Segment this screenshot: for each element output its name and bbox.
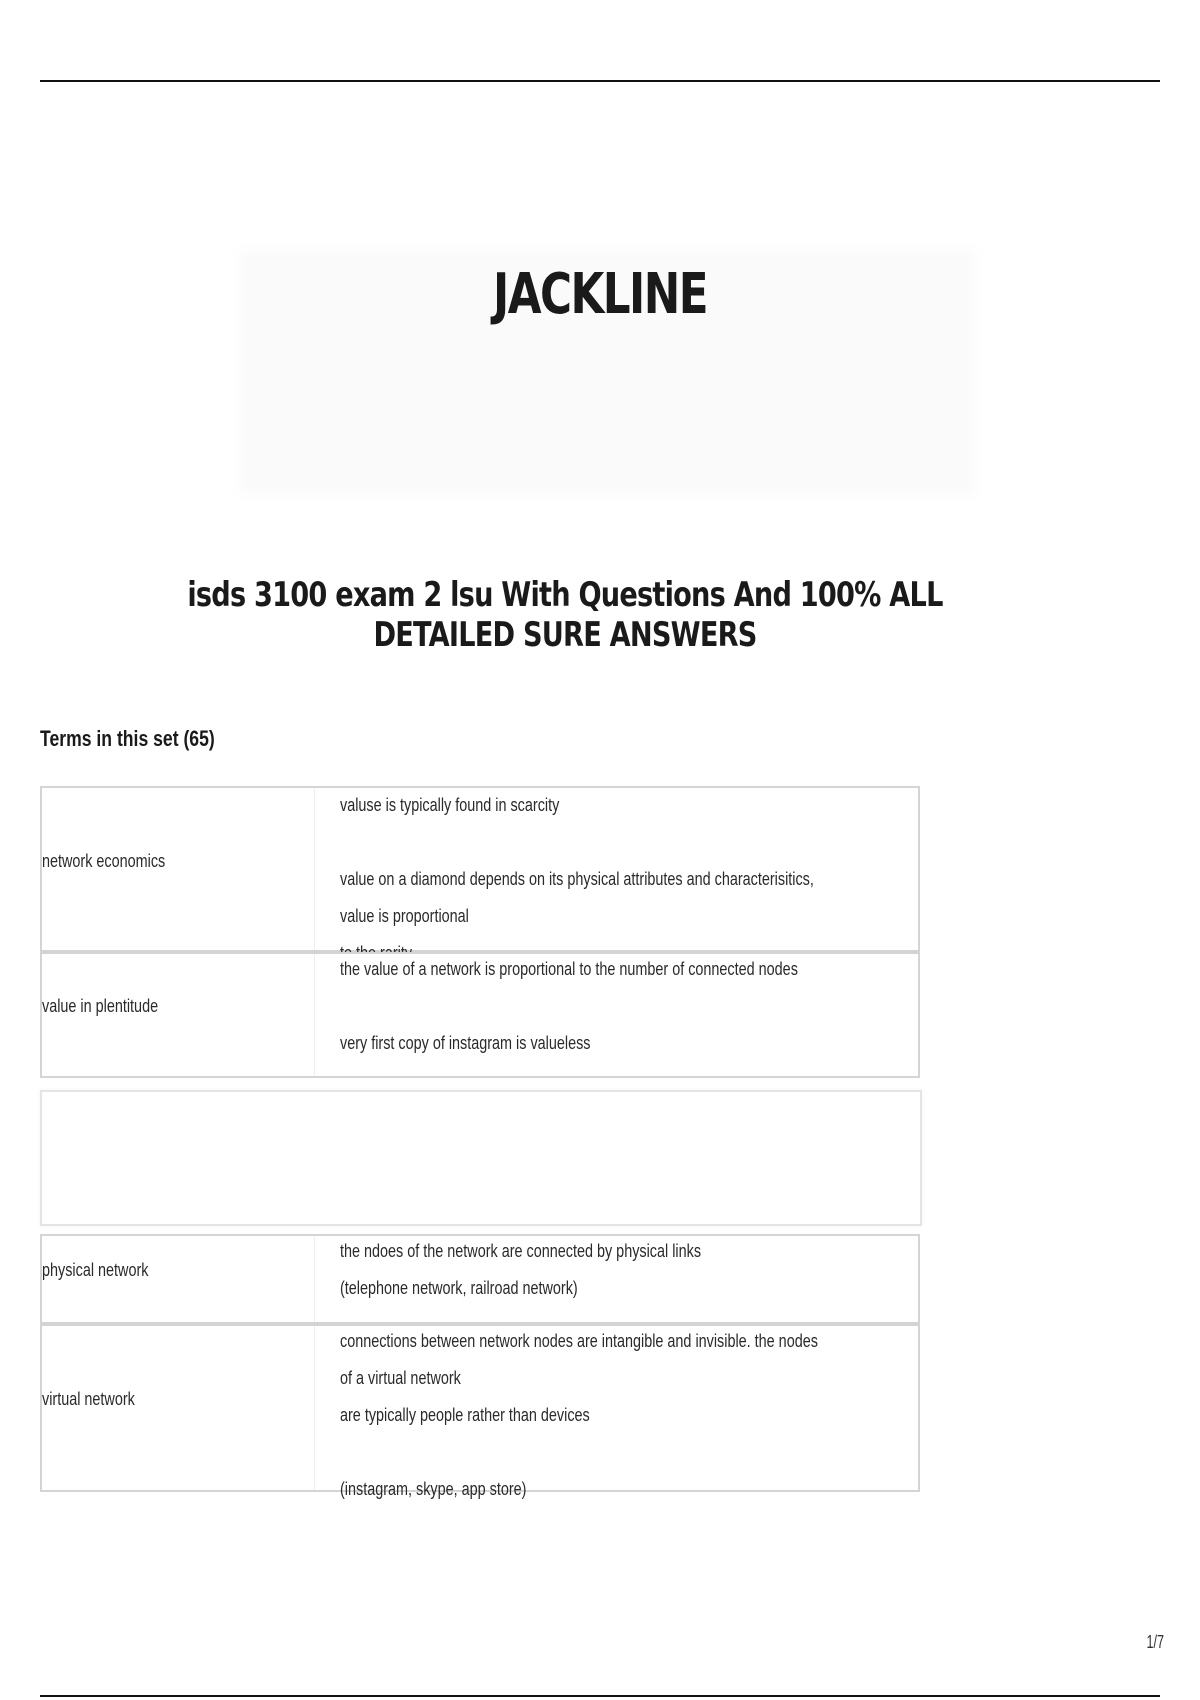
- term-card: [40, 1234, 920, 1324]
- term-text: value in plentitude: [42, 996, 159, 1016]
- term-card: [40, 1324, 920, 1499]
- set-heading: Terms in this set (65): [40, 726, 215, 751]
- empty-card: [40, 1090, 922, 1226]
- top-rule: [40, 80, 1160, 82]
- term-card: [40, 786, 920, 952]
- page-number: 1/7: [1146, 1632, 1164, 1652]
- definition-text: the ndoes of the network are connected by physical links (telephone network, railroad network): [340, 1241, 702, 1298]
- definition-text: the value of a network is proportional to the number of connected nodes very first copy of instagram is valueless: [340, 959, 798, 1053]
- card-divider: [314, 1236, 315, 1322]
- card-divider: [314, 954, 315, 1076]
- definition-text: connections between network nodes are intangible and invisible. the nodes of a virtual network are typically people rather than devices (instagram, skype, app store): [340, 1331, 818, 1499]
- term-text: network economics: [42, 851, 166, 871]
- card-divider: [314, 788, 315, 950]
- document-title: isds 3100 exam 2 lsu With Questions And 100% ALL DETAILED SURE ANSWERS: [187, 575, 943, 655]
- bottom-rule: [40, 1695, 1160, 1697]
- brand-title: JACKLINE: [493, 262, 707, 327]
- definition-text: valuse is typically found in scarcity value on a diamond depends on its physical attributes and characterisitics, value is proportional: [340, 795, 814, 926]
- card-divider: [314, 1326, 315, 1490]
- term-text: physical network: [42, 1260, 149, 1280]
- term-text: virtual network: [42, 1389, 135, 1409]
- term-card: [40, 952, 920, 1078]
